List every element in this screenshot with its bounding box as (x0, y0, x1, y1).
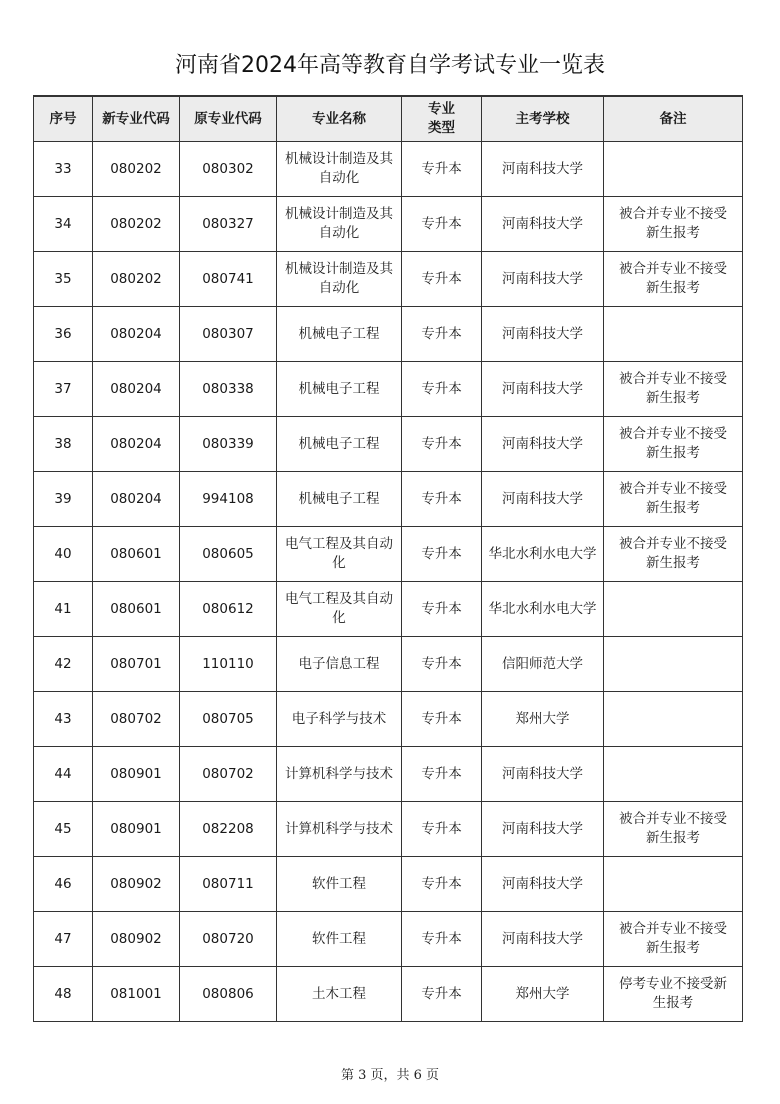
cell-no: 44 (34, 747, 93, 802)
table-row (34, 637, 743, 692)
cell-note (604, 747, 743, 802)
cell-no: 38 (34, 417, 93, 472)
table-row (34, 362, 743, 417)
col-header-no: 序号 (34, 96, 93, 142)
cell-new-code: 080901 (93, 802, 180, 857)
cell-type: 专升本 (402, 582, 482, 637)
cell-note: 被合并专业不接受 新生报考 (604, 527, 743, 582)
table-row (34, 912, 743, 967)
cell-name: 软件工程 (277, 857, 402, 912)
cell-type: 专升本 (402, 857, 482, 912)
cell-name: 计算机科学与技术 (277, 747, 402, 802)
cell-new-code: 080202 (93, 142, 180, 197)
cell-note: 被合并专业不接受 新生报考 (604, 197, 743, 252)
cell-name: 机械设计制造及其 自动化 (277, 142, 402, 197)
cell-no: 33 (34, 142, 93, 197)
table-row (34, 582, 743, 637)
cell-old-code: 080307 (180, 307, 277, 362)
cell-type: 专升本 (402, 417, 482, 472)
cell-old-code: 110110 (180, 637, 277, 692)
cell-type: 专升本 (402, 252, 482, 307)
cell-school: 河南科技大学 (482, 142, 604, 197)
table-body (34, 142, 743, 1022)
cell-note (604, 857, 743, 912)
cell-no: 45 (34, 802, 93, 857)
cell-old-code: 080338 (180, 362, 277, 417)
cell-new-code: 080601 (93, 582, 180, 637)
cell-name: 电子科学与技术 (277, 692, 402, 747)
cell-note: 被合并专业不接受 新生报考 (604, 417, 743, 472)
cell-name: 机械电子工程 (277, 417, 402, 472)
table-row (34, 692, 743, 747)
cell-school: 河南科技大学 (482, 362, 604, 417)
cell-no: 36 (34, 307, 93, 362)
cell-old-code: 080605 (180, 527, 277, 582)
table-row (34, 197, 743, 252)
cell-new-code: 080601 (93, 527, 180, 582)
cell-note: 被合并专业不接受 新生报考 (604, 472, 743, 527)
cell-new-code: 080204 (93, 417, 180, 472)
cell-no: 48 (34, 967, 93, 1022)
col-header-note: 备注 (604, 96, 743, 142)
cell-old-code: 080741 (180, 252, 277, 307)
col-header-type: 专业 类型 (402, 96, 482, 142)
cell-no: 37 (34, 362, 93, 417)
cell-name: 机械设计制造及其 自动化 (277, 252, 402, 307)
cell-type: 专升本 (402, 197, 482, 252)
cell-school: 信阳师范大学 (482, 637, 604, 692)
table-row (34, 417, 743, 472)
cell-school: 郑州大学 (482, 692, 604, 747)
table-header-row (34, 96, 743, 142)
cell-school: 河南科技大学 (482, 747, 604, 802)
cell-no: 46 (34, 857, 93, 912)
col-header-new-code: 新专业代码 (93, 96, 180, 142)
cell-new-code: 080204 (93, 307, 180, 362)
cell-name: 电气工程及其自动 化 (277, 582, 402, 637)
cell-name: 机械设计制造及其 自动化 (277, 197, 402, 252)
col-header-old-code: 原专业代码 (180, 96, 277, 142)
cell-new-code: 080204 (93, 472, 180, 527)
cell-name: 机械电子工程 (277, 307, 402, 362)
cell-type: 专升本 (402, 142, 482, 197)
cell-old-code: 080705 (180, 692, 277, 747)
cell-school: 河南科技大学 (482, 802, 604, 857)
page-footer: 第 3 页，共 6 页 (340, 1068, 440, 1083)
cell-no: 35 (34, 252, 93, 307)
cell-no: 34 (34, 197, 93, 252)
cell-type: 专升本 (402, 802, 482, 857)
cell-school: 河南科技大学 (482, 472, 604, 527)
cell-old-code: 080711 (180, 857, 277, 912)
cell-new-code: 080902 (93, 912, 180, 967)
cell-type: 专升本 (402, 307, 482, 362)
cell-note (604, 582, 743, 637)
cell-school: 河南科技大学 (482, 857, 604, 912)
cell-note: 被合并专业不接受 新生报考 (604, 252, 743, 307)
cell-no: 40 (34, 527, 93, 582)
cell-new-code: 080702 (93, 692, 180, 747)
page-title: 河南省2024年高等教育自学考试专业一览表 (175, 53, 605, 78)
cell-note: 被合并专业不接受 新生报考 (604, 802, 743, 857)
cell-type: 专升本 (402, 527, 482, 582)
cell-name: 计算机科学与技术 (277, 802, 402, 857)
table-row (34, 527, 743, 582)
cell-school: 河南科技大学 (482, 417, 604, 472)
cell-no: 47 (34, 912, 93, 967)
cell-school: 华北水利水电大学 (482, 582, 604, 637)
cell-old-code: 080612 (180, 582, 277, 637)
cell-school: 河南科技大学 (482, 252, 604, 307)
cell-note (604, 692, 743, 747)
cell-name: 电气工程及其自动 化 (277, 527, 402, 582)
cell-type: 专升本 (402, 747, 482, 802)
cell-type: 专升本 (402, 637, 482, 692)
cell-name: 电子信息工程 (277, 637, 402, 692)
cell-new-code: 080202 (93, 197, 180, 252)
cell-old-code: 080339 (180, 417, 277, 472)
cell-new-code: 080701 (93, 637, 180, 692)
table-row (34, 857, 743, 912)
cell-name: 土木工程 (277, 967, 402, 1022)
cell-old-code: 994108 (180, 472, 277, 527)
cell-note: 被合并专业不接受 新生报考 (604, 362, 743, 417)
cell-old-code: 080806 (180, 967, 277, 1022)
cell-no: 43 (34, 692, 93, 747)
cell-type: 专升本 (402, 692, 482, 747)
cell-no: 41 (34, 582, 93, 637)
cell-school: 华北水利水电大学 (482, 527, 604, 582)
cell-note: 被合并专业不接受 新生报考 (604, 912, 743, 967)
majors-table (33, 95, 743, 1022)
cell-school: 河南科技大学 (482, 197, 604, 252)
cell-name: 机械电子工程 (277, 362, 402, 417)
cell-old-code: 082208 (180, 802, 277, 857)
cell-new-code: 080902 (93, 857, 180, 912)
cell-old-code: 080302 (180, 142, 277, 197)
table-row (34, 307, 743, 362)
cell-new-code: 080204 (93, 362, 180, 417)
cell-name: 机械电子工程 (277, 472, 402, 527)
table-row (34, 802, 743, 857)
cell-name: 软件工程 (277, 912, 402, 967)
cell-school: 河南科技大学 (482, 912, 604, 967)
table-row (34, 142, 743, 197)
cell-school: 河南科技大学 (482, 307, 604, 362)
col-header-school: 主考学校 (482, 96, 604, 142)
cell-new-code: 080901 (93, 747, 180, 802)
cell-note (604, 307, 743, 362)
cell-type: 专升本 (402, 967, 482, 1022)
cell-old-code: 080327 (180, 197, 277, 252)
cell-note (604, 142, 743, 197)
cell-old-code: 080720 (180, 912, 277, 967)
table-row (34, 967, 743, 1022)
cell-note: 停考专业不接受新 生报考 (604, 967, 743, 1022)
cell-note (604, 637, 743, 692)
table-row (34, 747, 743, 802)
cell-old-code: 080702 (180, 747, 277, 802)
cell-new-code: 080202 (93, 252, 180, 307)
cell-no: 42 (34, 637, 93, 692)
col-header-name: 专业名称 (277, 96, 402, 142)
table-row (34, 472, 743, 527)
cell-type: 专升本 (402, 912, 482, 967)
cell-type: 专升本 (402, 362, 482, 417)
table-row (34, 252, 743, 307)
cell-new-code: 081001 (93, 967, 180, 1022)
cell-no: 39 (34, 472, 93, 527)
cell-type: 专升本 (402, 472, 482, 527)
cell-school: 郑州大学 (482, 967, 604, 1022)
